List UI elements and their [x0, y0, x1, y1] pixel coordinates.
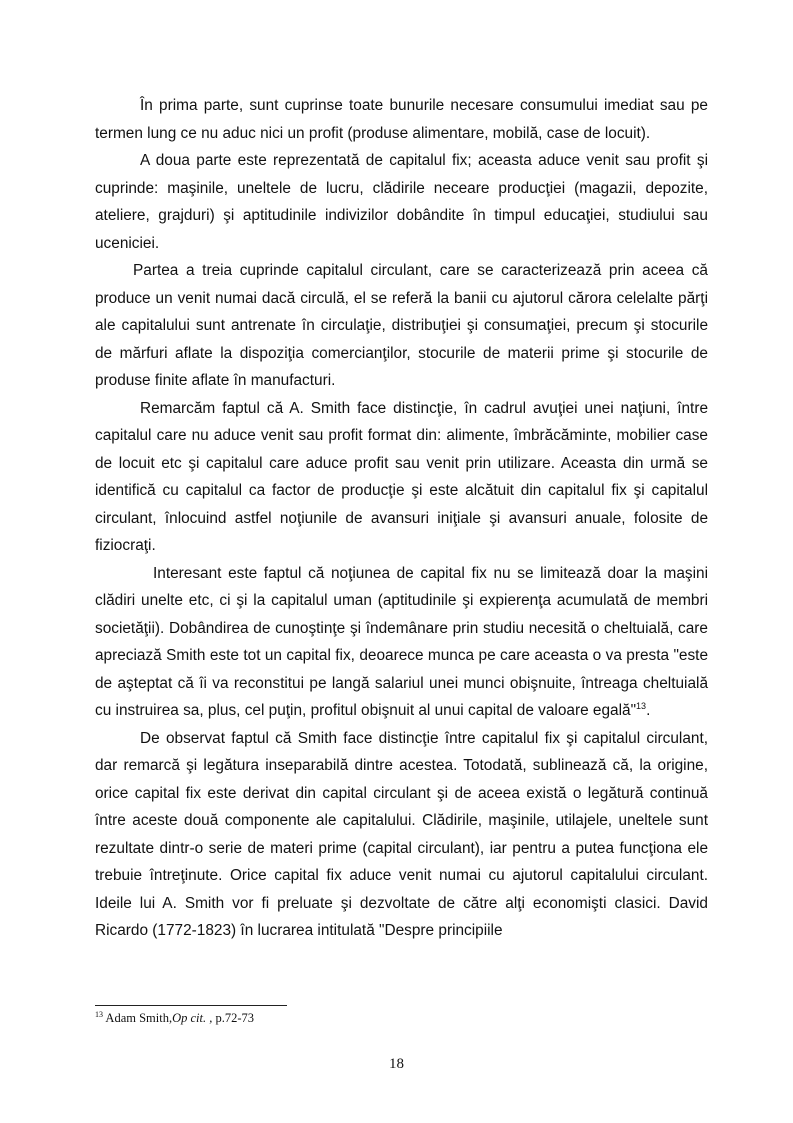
paragraph-5-text: Interesant este faptul că noţiunea de capital fix nu se limitează doar la maşini clădiri unelte etc, ci şi la capitalul uman (aptitudinile şi expierenţa acumulată de membri societăţii). Dobândirea de cunoştinţe şi îndemânare prin studiu necesită o cheltuială, care apreciază Smith este tot un capital fix, deoarece munca pe care aceasta o va presta "este de aşteptat că îi va reconstitui pe langă salariul unei munci obişnuite, întreaga cheltuială cu instruirea sa, plus, cel puţin, profitul obişnuit al unui capital de valoare egală" [95, 564, 708, 719]
footnote-reference: 13 [636, 700, 647, 711]
paragraph-1: În prima parte, sunt cuprinse toate bunurile necesare consumului imediat sau pe termen lung ce nu aduc nici un profit (produse alimentare, mobilă, case de locuit). [95, 97, 708, 142]
paragraph-6: De observat faptul că Smith face distincţie între capitalul fix şi capitalul circulant, dar remarcă şi legătura inseparabilă dintre acestea. Totodată, sublinează că, la origine, orice capital fix este derivat din capital circulant şi de aceea există o legătură continuă între aceste două componente ale capitalului. Clădirile, maşinile, utilajele, uneltele sunt rezultate dintr-o serie de materi prime (capital circulant), iar pentru a putea funcţiona ele trebuie întreţinute. Orice capital fix aduce venit numai cu ajutorul capitalului circulant. Ideile lui A. Smith vor fi preluate şi dezvoltate de către alţi economişti clasici. David Ricardo (1772-1823) în lucrarea intitulată "Despre principiile [95, 729, 708, 939]
paragraph-2: A doua parte este reprezentată de capitalul fix; aceasta aduce venit sau profit şi cuprinde: maşinile, uneltele de lucru, clădirile neceare producţiei (magazii, depozite, ateliere, grajduri) şi aptitudinile indivizilor dobândite în timpul educaţiei, studiului sau uceniciei. [95, 152, 708, 252]
footnote-title: Op cit. , [172, 1011, 213, 1025]
footnote-pages: p.72-73 [212, 1011, 255, 1025]
body-text [95, 92, 708, 945]
paragraph-5 [95, 560, 708, 725]
footnote-number: 13 [95, 1009, 103, 1019]
page-number: 18 [389, 1056, 404, 1072]
paragraph-4: Remarcăm faptul că A. Smith face distincţie, în cadrul avuţiei unei naţiuni, între capitalul care nu aduce venit sau profit format din: alimente, îmbrăcăminte, mobilier case de locuit etc şi capitalul care aduce profit sau venit prin utilizare. Aceasta din urmă se identifică cu capitalul ca factor de producţie şi este alcătuit din capitalul fix şi capitalul circulant, înlocuind astfel noţiunile de avansuri iniţiale şi avansuri anuale, folosite de fiziocraţi. [95, 399, 708, 554]
paragraph-3: Partea a treia cuprinde capitalul circulant, care se caracterizează prin aceea că produce un venit numai dacă circulă, el se referă la banii cu ajutorul cărora celelalte părţi ale capitalului sunt antrenate în circulaţie, distribuţiei şi consumaţiei, precum şi stocurile de mărfuri aflate la dispoziţia comercianţilor, stocurile de materii prime şi stocurile de produse finite aflate în manufacturi. [95, 262, 708, 389]
paragraph-5-tail: . [646, 702, 651, 719]
footnote-separator [95, 1005, 287, 1006]
footnote-author: Adam Smith, [103, 1011, 173, 1025]
footnote [95, 1010, 708, 1026]
